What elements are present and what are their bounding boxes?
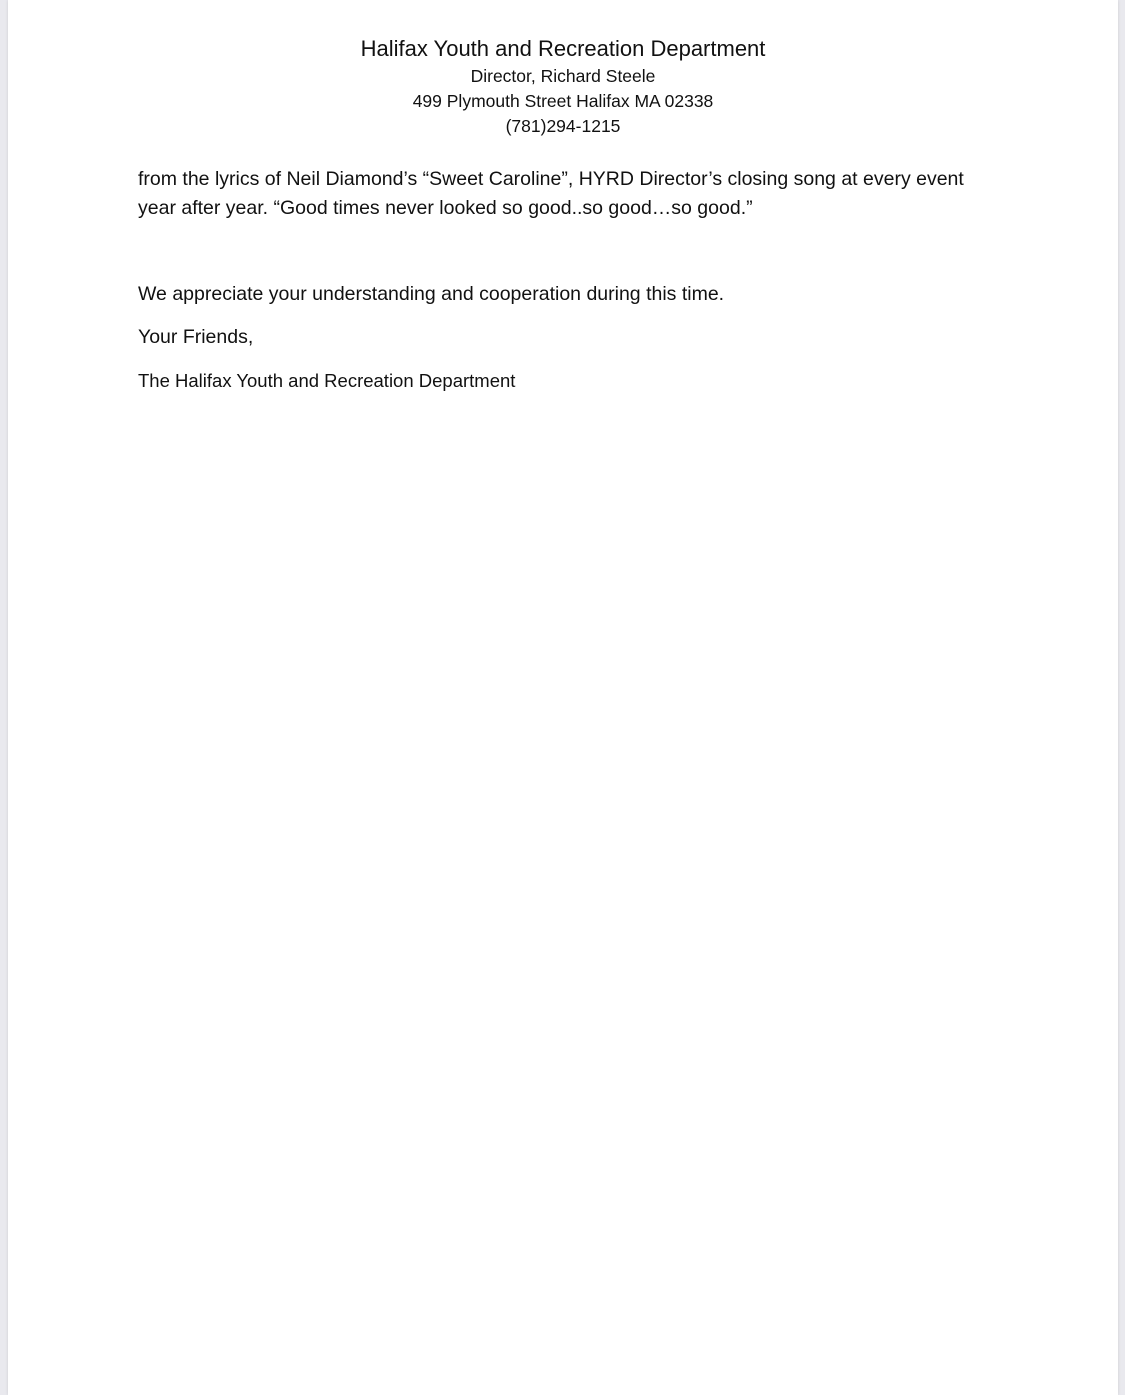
letterhead: [8, 34, 1118, 139]
organization-name: Halifax Youth and Recreation Department: [360, 36, 766, 61]
signature-line: The Halifax Youth and Recreation Department: [138, 370, 516, 391]
phone-line: (781)294-1215: [505, 116, 621, 136]
director-line: Director, Richard Steele: [470, 66, 656, 86]
lyrics-paragraph: from the lyrics of Neil Diamond’s “Sweet Caroline”, HYRD Director’s closing song at every event year after year. “Good times never looked so good..so good…so good.”: [138, 168, 964, 219]
closing-line: Your Friends,: [138, 326, 254, 348]
address-line: 499 Plymouth Street Halifax MA 02338: [412, 91, 714, 111]
appreciation-paragraph: We appreciate your understanding and cooperation during this time.: [138, 283, 725, 305]
document-page: [8, 0, 1118, 1395]
